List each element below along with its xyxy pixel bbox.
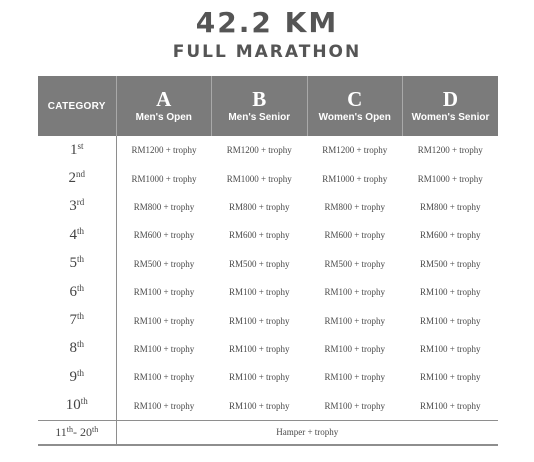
range-end: 20: [80, 424, 93, 439]
position-cell: [38, 221, 116, 249]
position-cell: [38, 193, 116, 221]
prize-cell: RM1200 + trophy: [131, 145, 197, 156]
prize-cell: RM100 + trophy: [228, 372, 290, 383]
prize-cell: RM100 + trophy: [133, 315, 195, 326]
column-name: Women's Senior: [411, 112, 490, 123]
range-start-suffix: th: [66, 424, 74, 434]
position-cell: [38, 250, 116, 278]
position-number: 4: [69, 226, 77, 243]
position-cell: [38, 392, 116, 421]
prize-cell: RM500 + trophy: [419, 258, 481, 269]
column-name: Women's Open: [318, 112, 391, 123]
table-row: [38, 278, 498, 306]
column-letter: D: [442, 87, 459, 111]
prize-cell: RM1000 + trophy: [417, 173, 483, 184]
prize-cell: RM500 + trophy: [324, 258, 386, 269]
position-number: 9: [69, 368, 77, 385]
prize-cell: RM100 + trophy: [419, 287, 481, 298]
prize-cell: RM100 + trophy: [133, 372, 195, 383]
position-suffix: nd: [76, 169, 85, 180]
position-cell: [38, 164, 116, 192]
position-number: 8: [69, 340, 77, 357]
column-name: Men's Senior: [228, 112, 291, 123]
prize-cell: RM100 + trophy: [228, 287, 290, 298]
prize-cell: RM100 + trophy: [324, 343, 386, 354]
position-suffix: th: [80, 396, 88, 407]
position-number: 10: [65, 397, 81, 414]
column-name: Men's Open: [135, 112, 192, 123]
prize-cell: RM100 + trophy: [133, 343, 195, 354]
prize-cell: RM100 + trophy: [133, 287, 195, 298]
table-row: [38, 306, 498, 334]
table-row: [38, 335, 498, 363]
table-row: [38, 136, 498, 164]
prize-cell: RM1200 + trophy: [322, 145, 388, 156]
position-suffix: th: [76, 339, 84, 350]
range-end-suffix: th: [92, 424, 99, 434]
column-header-a: [116, 76, 212, 136]
prize-cell: RM1000 + trophy: [226, 173, 292, 184]
prize-cell: RM500 + trophy: [228, 258, 290, 269]
prize-cell: RM1000 + trophy: [322, 173, 388, 184]
prize-cell: RM100 + trophy: [419, 372, 481, 383]
prize-cell: RM100 + trophy: [324, 287, 386, 298]
column-letter: C: [347, 87, 363, 111]
prize-cell: RM800 + trophy: [419, 201, 481, 212]
position-range-cell: [38, 420, 116, 445]
position-number: 2: [68, 170, 76, 187]
position-suffix: th: [76, 311, 84, 322]
position-suffix: th: [76, 254, 84, 265]
prize-cell: RM100 + trophy: [228, 343, 290, 354]
position-number: 6: [69, 283, 77, 300]
table-row-range: [38, 420, 498, 445]
position-number: 5: [69, 255, 77, 272]
position-cell: [38, 136, 116, 164]
column-letter: B: [252, 87, 267, 111]
table-row: [38, 193, 498, 221]
prize-cell: RM100 + trophy: [324, 372, 386, 383]
header-row: [38, 76, 498, 136]
position-suffix: st: [77, 140, 84, 151]
position-suffix: th: [76, 367, 84, 378]
prize-cell: RM100 + trophy: [228, 400, 290, 411]
prize-cell: RM600 + trophy: [228, 230, 290, 241]
prize-cell: RM800 + trophy: [228, 201, 290, 212]
prize-cell: RM800 + trophy: [133, 201, 195, 212]
position-number: 1: [69, 141, 78, 158]
position-number: 7: [69, 312, 77, 329]
position-number: 3: [69, 198, 77, 215]
column-header-d: [403, 76, 499, 136]
prize-cell: RM1000 + trophy: [131, 173, 197, 184]
prize-table: [38, 76, 498, 446]
table-row: [38, 363, 498, 391]
prize-cell: RM100 + trophy: [324, 315, 386, 326]
page-subtitle: FULL MARATHON: [172, 42, 362, 62]
prize-cell: RM100 + trophy: [419, 315, 481, 326]
table-row: [38, 221, 498, 249]
category-header: CATEGORY: [38, 76, 116, 136]
column-header-c: [307, 76, 403, 136]
prize-cell: RM100 + trophy: [419, 343, 481, 354]
prize-cell: RM600 + trophy: [419, 230, 481, 241]
position-cell: [38, 306, 116, 334]
range-separator: -: [73, 424, 81, 439]
table-row: [38, 392, 498, 421]
table-row: [38, 250, 498, 278]
prize-table-body: [38, 136, 498, 445]
page-title: 42.2 KM: [195, 6, 339, 39]
prize-cell: RM100 + trophy: [133, 400, 195, 411]
position-cell: [38, 278, 116, 306]
prize-cell: RM1200 + trophy: [417, 145, 483, 156]
table-row: [38, 164, 498, 192]
position-cell: [38, 335, 116, 363]
prize-table-header: [38, 76, 498, 136]
prize-cell: RM500 + trophy: [133, 258, 195, 269]
column-header-b: [212, 76, 308, 136]
column-letter: A: [156, 87, 172, 111]
range-start: 11: [55, 424, 67, 439]
prize-cell: RM600 + trophy: [324, 230, 386, 241]
position-cell: [38, 363, 116, 391]
prize-cell: RM600 + trophy: [133, 230, 195, 241]
hamper-prize-cell: Hamper + trophy: [116, 420, 498, 445]
prize-cell: RM100 + trophy: [419, 400, 481, 411]
position-suffix: th: [76, 282, 84, 293]
position-suffix: rd: [76, 197, 85, 208]
prize-cell: RM800 + trophy: [324, 201, 386, 212]
prize-cell: RM100 + trophy: [324, 400, 386, 411]
prize-cell: RM100 + trophy: [228, 315, 290, 326]
position-suffix: th: [76, 225, 84, 236]
prize-cell: RM1200 + trophy: [226, 145, 292, 156]
